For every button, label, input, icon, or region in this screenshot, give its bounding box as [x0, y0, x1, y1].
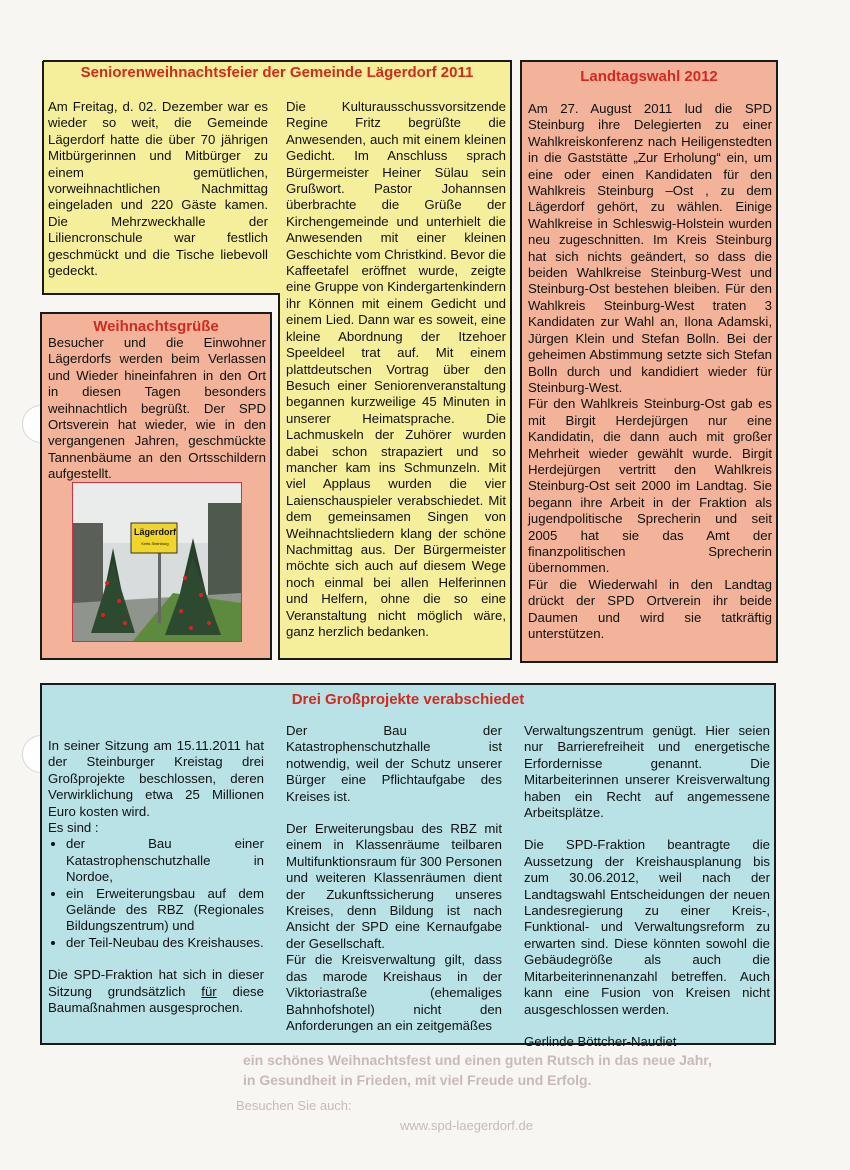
gross-conclusion: Die SPD-Fraktion hat sich in dieser Sitzung grundsätzlich für diese Baumaßnahmen ausgesprochen.: [48, 967, 264, 1016]
gross-author: Gerlinde Böttcher-Naudiet: [524, 1033, 677, 1049]
gross-title: Drei Großprojekte verabschiedet: [291, 691, 525, 708]
gross-c3-paragraph-2: Die SPD-Fraktion beantragte die Aussetzung der Kreishausplanung bis zum 30.06.2012, weil nach der Landtagswahl Entscheidungen der neuen Landesregierung zu einer Kreis-, Funktional- und Verwaltungsreform zu erwarten sind. Diese könnten sowohl die Gebäudegröße als auch die Mitarbeiterinnenanzahl betreffen. Auch kann eine Fusion von Kreisen nicht ausgeschlossen werden.: [524, 837, 770, 1017]
weihnacht-article: [40, 312, 272, 660]
town-sign-subtext: Kreis Steinburg: [141, 541, 169, 546]
gross-article: [40, 683, 776, 1049]
landtag-title: Landtagswahl 2012: [580, 68, 718, 85]
bleed-line-1: ein schönes Weihnachtsfest und einen guten Rutsch in das neue Jahr,: [243, 1052, 712, 1068]
photo-image: [73, 483, 241, 641]
landtag-paragraph-3: Für die Wiederwahl in den Landtag drückt der SPD Ortverein ihr beide Daumen und wird sie tatkräftig unterstützen.: [528, 576, 772, 641]
christmas-tree-photo: [72, 482, 242, 642]
gross-c2-paragraph-2: Der Erweiterungsbau des RBZ mit einem in Klassenräume teilbaren Multifunktionsraum für 300 Personen und weiteren Klassenräumen dient der Zukunftssicherung unseres Kreises, denn Bildung ist nach Ansicht der SPD eine Kernaufgabe der Gesellschaft.: [286, 821, 502, 951]
landtag-paragraph-2: Für den Wahlkreis Steinburg-Ost gab es mit Birgit Herdejürgen nur eine Kandidatin, die dann auch mit großer Mehrheit wieder gewählt wurde. Birgit Herdejürgen vertritt den Wahlkreis Steinburg-Ost seit 2000 im Landtag. Sie begann ihre Arbeit in der Fraktion als jugendpolitische Sprecherin und seit 2005 hat sie das Amt der finanzpolitischen Sprecherin übernommen.: [528, 396, 772, 576]
gross-c2-paragraph-1: Der Bau der Katastrophenschutzhalle ist notwendig, weil der Schutz unserer Bürger eine Pflichtaufgabe des Kreises ist.: [286, 723, 502, 804]
gross-intro: In seiner Sitzung am 15.11.2011 hat der Steinburger Kreistag drei Großprojekte beschlossen, deren Verwirklichung etwa 25 Millionen Euro kosten wird.: [48, 738, 264, 819]
landtag-article: [520, 60, 778, 663]
gross-column-1: [48, 738, 264, 1017]
gross-column-3: [524, 723, 770, 1050]
senioren-left-text: Am Freitag, d. 02. Dezember war es wieder so weit, die Gemeinde Lägerdorf hatte die über 70 jährigen Mitbürgerinnen und Mitbürger zu einem gemütlichen, vorweihnachtlichen Nachmittag eingeladen und 220 Gäste kamen. Die Mehrzweckhalle der Liliencronschule war festlich geschmückt und die Tische liebevoll gedeckt.: [48, 99, 268, 279]
gross-project-item: • ein Erweiterungsbau auf dem Gelände des RBZ (Regionales Bildungszentrum) und: [66, 886, 264, 935]
gross-project-item: • der Teil-Neubau des Kreishauses.: [66, 935, 264, 951]
landtag-paragraph-1: Am 27. August 2011 lud die SPD Steinburg ihre Delegierten zu einer Wahlkreiskonferenz nach Heiligenstedten in die Gaststätte „Zur Erholung“ ein, um eine oder einen Kandidaten für den Wahlkreis Steinburg –Ost , zu dem Lägerdorf gehört, zu wählen. Einige Wahlkreise in Schleswig-Holstein wurden neu zugeschnitten. Im Kreis Steinburg hat sich nichts geändert, so dass die beiden Wahlkreise Steinburg-West und Steinburg-Ost bestehen bleiben. Für den Wahlkreis Steinburg-West traten 3 Kandidaten zur Wahl an, Ilona Adamski, Jürgen Klein und Stefan Bolln. Bei der geheimen Abstimmung setzte sich Stefan Bolln durch und kandidiert wieder für Steinburg-West.: [528, 101, 772, 395]
gross-c3-paragraph-1: Verwaltungszentrum genügt. Hier seien nur Barrierefreiheit und energetische Erfordernisse genannt. Die Mitarbeiterinnen unserer Kreisverwaltung haben ein Recht auf angemessene Arbeitsplätze.: [524, 723, 770, 821]
bleed-line-2: in Gesundheit in Frieden, mit viel Freude und Erfolg.: [243, 1072, 592, 1088]
bleed-line-4: www.spd-laegerdorf.de: [400, 1118, 533, 1133]
gross-column-2: [286, 723, 502, 1034]
gross-es-sind: Es sind :: [48, 820, 99, 836]
gross-c2-paragraph-3: Für die Kreisverwaltung gilt, dass das marode Kreishaus in der Viktoriastraße (ehemaliges Bahnhofshotel) nicht den Anforderungen an ein zeitgemäßes: [286, 952, 502, 1033]
gross-project-item: • der Bau einer Katastrophenschutzhalle in Nordoe,: [66, 836, 264, 885]
weihnacht-title: Weihnachtsgrüße: [93, 318, 219, 335]
bleed-line-3: Besuchen Sie auch:: [236, 1098, 352, 1113]
senioren-right-text: Die Kulturausschussvorsitzende Regine Fritz begrüßte die Anwesenden, auch mit einem kleinen Gedicht. Im Anschluss sprach Bürgermeister Heiner Sülau sein Grußwort. Pastor Johannsen überbrachte die Grüße der Kirchengemeinde und unterhielt die Anwesenden mit einer kleinen Geschichte vom Christkind. Bevor die Kaffeetafel eröffnet wurde, zeigte eine Gruppe von Kindergartenkindern ihr Können mit einem Gedicht und einem Lied. Dann war es soweit, eine kleine Abordnung der Itzehoer Speeldeel trat auf. Mit einem plattdeutschen Vortrag über den Besuch einer Seniorenveranstaltung begannen kurzweilige 45 Minuten in unserer Heimatsprache. Die Lachmuskeln der Zuhörer wurden dabei schon strapaziert und so mancher kam ins Schmunzeln. Mit viel Applaus wurden die vier Laienschauspieler verabschiedet. Mit dem gemeinsamen Singen von Weihnachtsliedern klang der schöne Nachmittag aus. Der Bürgermeister möchte sich auch auf diesem Wege noch einmal bei allen Helferinnen und Helfern, ohne die so eine Veranstaltung nicht möglich wäre, ganz herzlich bedanken.: [286, 99, 506, 639]
town-sign-text: Lägerdorf: [133, 527, 176, 537]
weihnacht-text: Besucher und die Einwohner Lägerdorfs werden beim Verlassen und Wieder hineinfahren in den Ort in diesen Tagen besonders weihnachtlich begrüßt. Der SPD Ortsverein hat wieder, wie in den vergangenen Jahren, geschmückte Tannenbäume an den Ortsschildern aufgestellt.: [48, 335, 266, 482]
senioren-title: Seniorenweihnachtsfeier der Gemeinde Lägerdorf 2011: [80, 64, 474, 81]
gross-project-list: [48, 836, 264, 951]
